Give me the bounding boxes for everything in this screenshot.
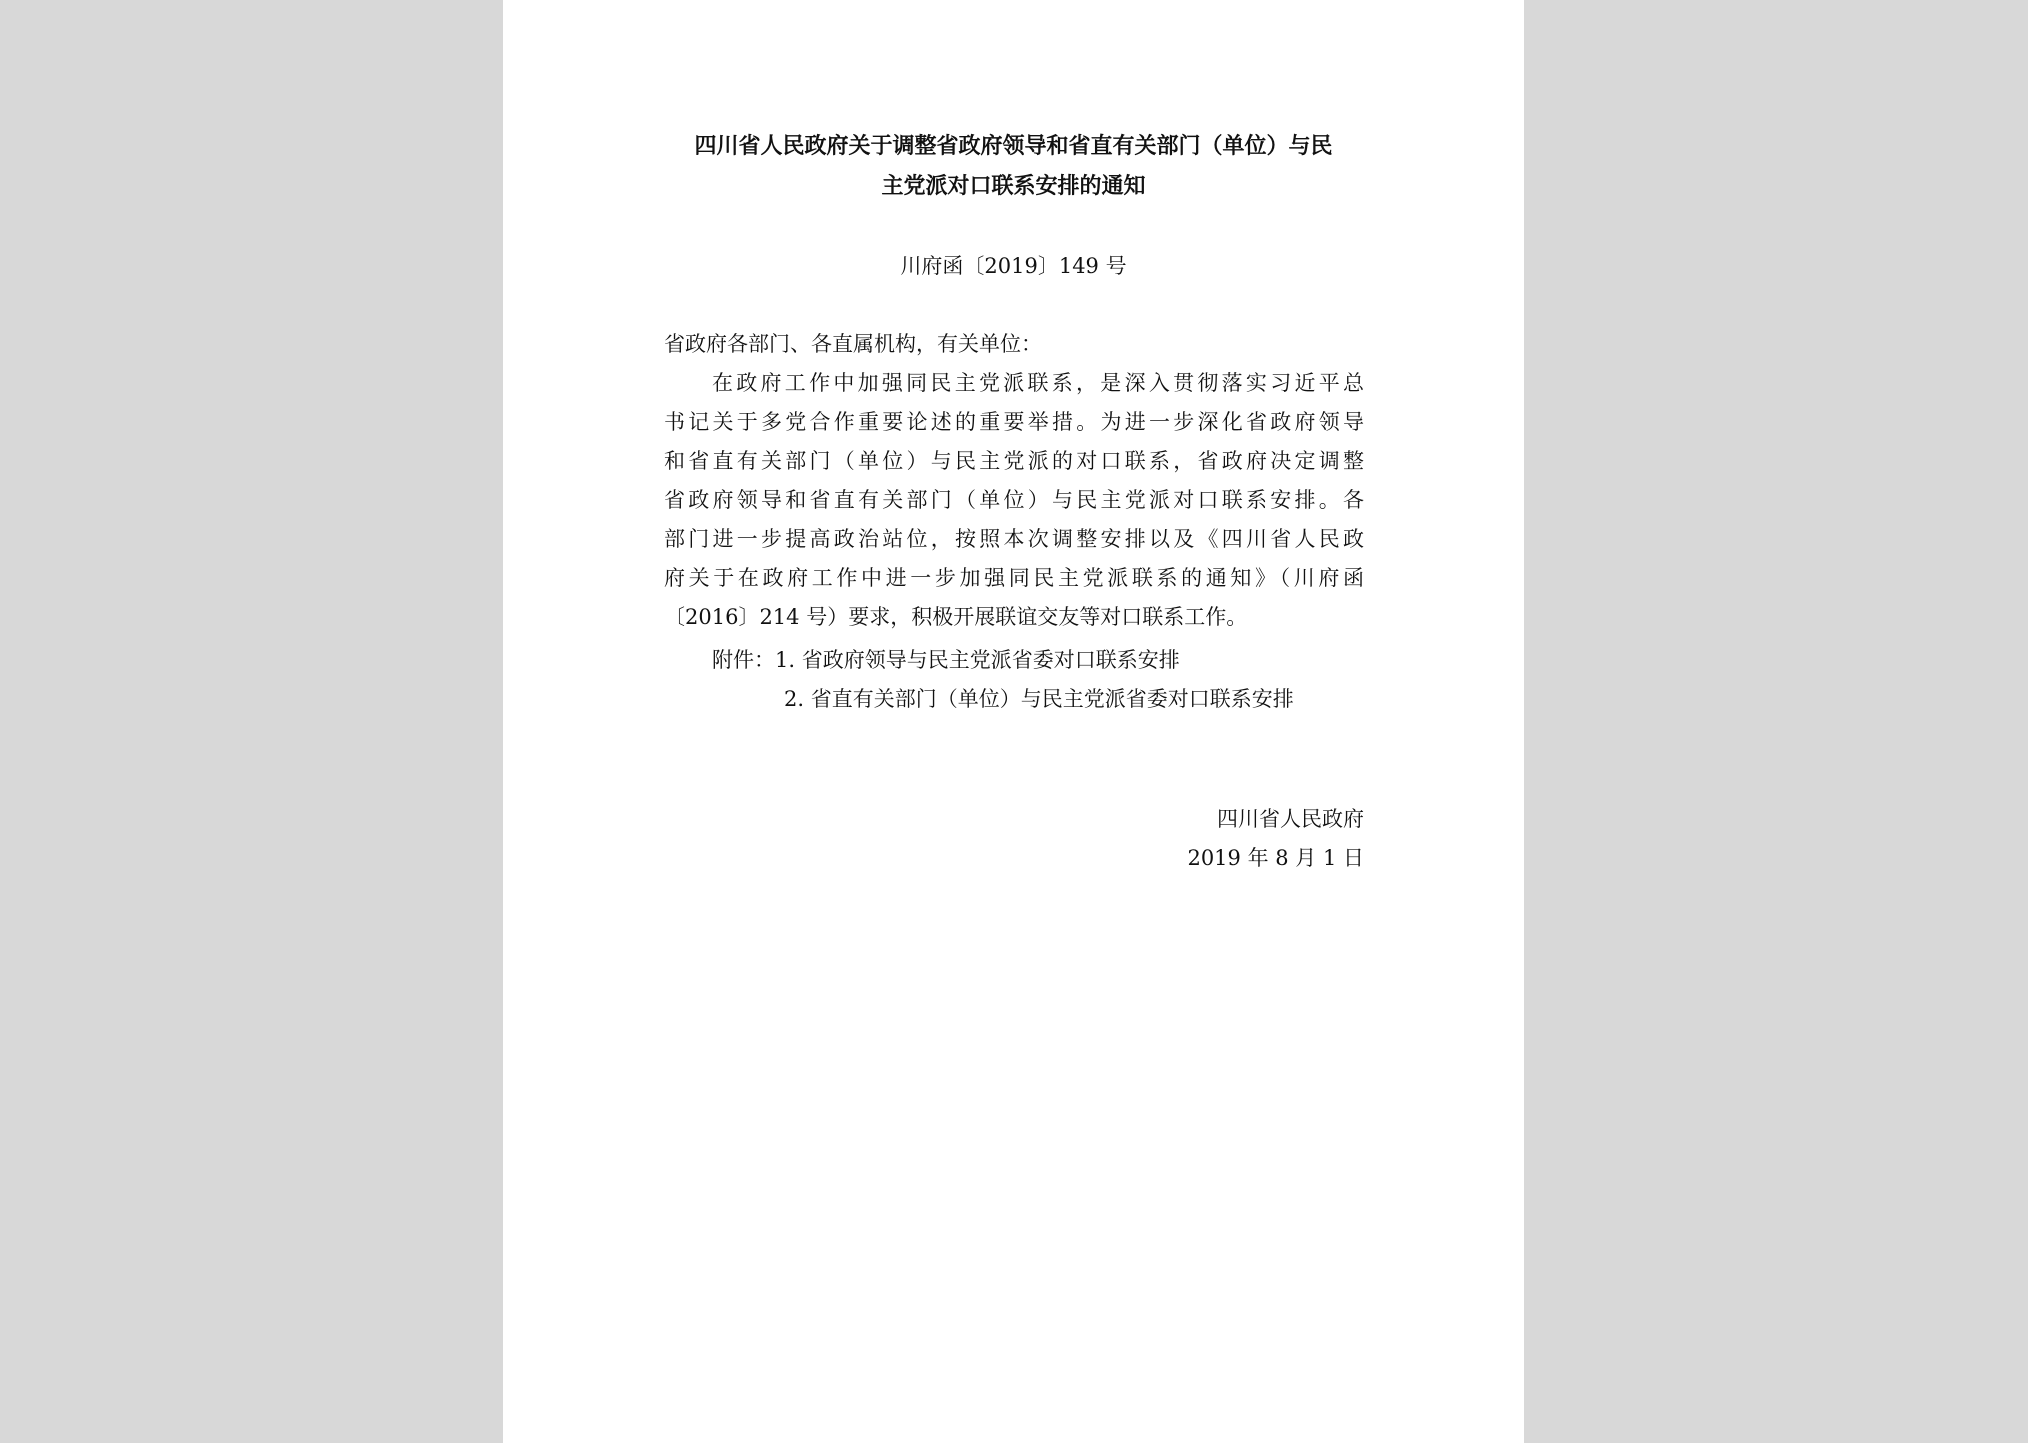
body-line-3: 和省直有关部门（单位）与民主党派的对口联系，省政府决定调整 xyxy=(664,449,1364,473)
attachment-2: 2. 省直有关部门（单位）与民主党派省委对口联系安排 xyxy=(784,687,1294,711)
document-number: 川府函〔2019〕149 号 xyxy=(900,254,1127,278)
body-line-2: 书记关于多党合作重要论述的重要举措。为进一步深化省政府领导 xyxy=(664,410,1364,434)
signature-date: 2019 年 8 月 1 日 xyxy=(1187,846,1364,870)
document-title-line-1: 四川省人民政府关于调整省政府领导和省直有关部门（单位）与民 xyxy=(694,134,1333,159)
body-line-4: 省政府领导和省直有关部门（单位）与民主党派对口联系安排。各 xyxy=(664,488,1364,512)
document-title-line-2: 主党派对口联系安排的通知 xyxy=(881,174,1146,199)
document-page xyxy=(503,0,1524,1443)
signature-organization: 四川省人民政府 xyxy=(1217,807,1364,831)
body-line-5: 部门进一步提高政治站位，按照本次调整安排以及《四川省人民政 xyxy=(664,527,1364,551)
body-line-1: 在政府工作中加强同民主党派联系，是深入贯彻落实习近平总 xyxy=(712,371,1364,395)
addressee: 省政府各部门、各直属机构，有关单位： xyxy=(664,332,1042,356)
body-line-7: 〔2016〕214 号）要求，积极开展联谊交友等对口联系工作。 xyxy=(664,605,1248,629)
attachment-1: 附件：1. 省政府领导与民主党派省委对口联系安排 xyxy=(712,648,1180,672)
body-line-6: 府关于在政府工作中进一步加强同民主党派联系的通知》（川府函 xyxy=(664,566,1364,590)
